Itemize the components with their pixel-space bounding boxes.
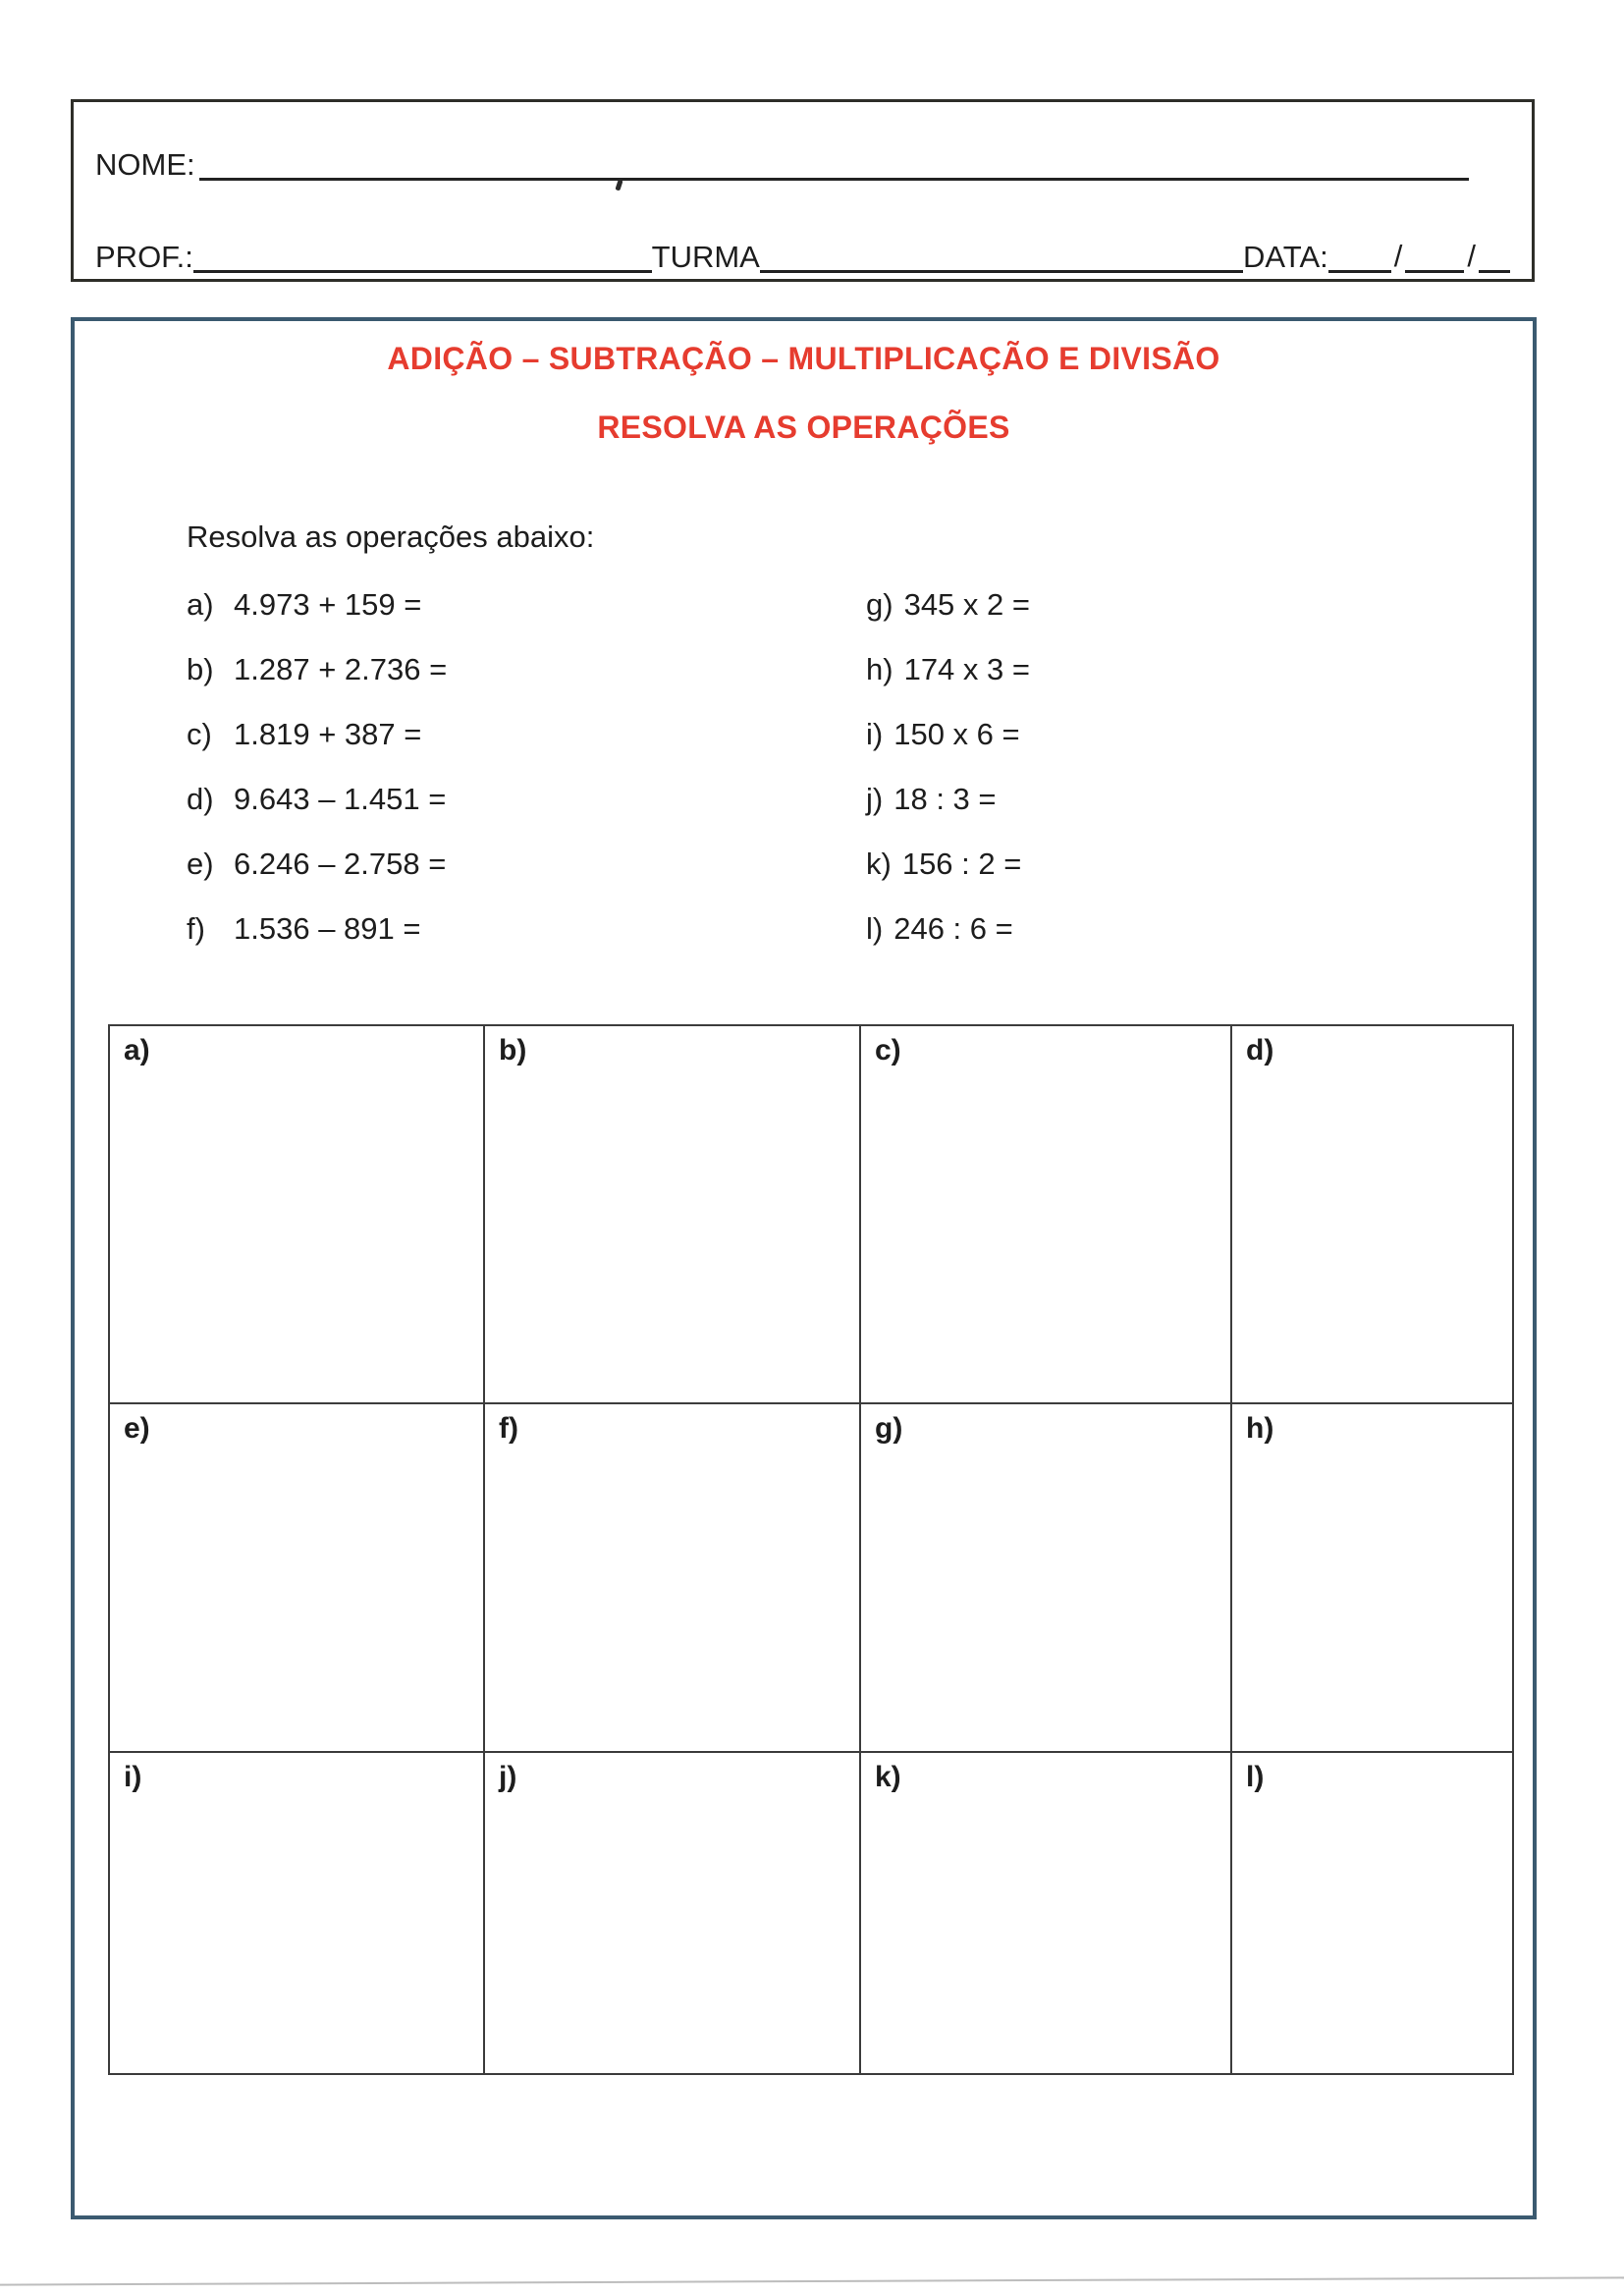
answer-cell-label: d) xyxy=(1246,1034,1274,1066)
answer-cell xyxy=(109,1025,484,1403)
date-month-line xyxy=(1405,270,1464,273)
worksheet-subtitle: RESOLVA AS OPERAÇÕES xyxy=(597,410,1010,445)
operation-expression: 18 : 3 = xyxy=(893,782,997,816)
operation-label: c) xyxy=(187,717,212,751)
operation-expression: 345 x 2 = xyxy=(903,587,1030,622)
answer-cell-label: i) xyxy=(124,1761,142,1793)
answer-cell xyxy=(860,1752,1231,2074)
prof-row xyxy=(95,232,1510,275)
operation-item xyxy=(187,897,447,961)
worksheet-box xyxy=(71,317,1537,2219)
operation-item xyxy=(866,832,1030,897)
answer-cell-label: f) xyxy=(499,1412,518,1445)
operation-label: f) xyxy=(187,911,205,946)
answer-cell-label: j) xyxy=(499,1761,517,1793)
answer-grid xyxy=(108,1024,1514,2075)
answer-cell-label: k) xyxy=(875,1761,901,1793)
answer-cell xyxy=(860,1025,1231,1403)
operation-item xyxy=(187,832,447,897)
operation-item xyxy=(187,637,447,702)
operation-item xyxy=(866,702,1030,767)
date-year-line xyxy=(1479,270,1510,273)
operation-item xyxy=(866,637,1030,702)
data-label: DATA: xyxy=(1243,240,1328,274)
operation-expression: 4.973 + 159 = xyxy=(234,587,422,622)
operation-label: g) xyxy=(866,587,893,622)
worksheet-title: ADIÇÃO – SUBTRAÇÃO – MULTIPLICAÇÃO E DIVISÃO xyxy=(387,341,1220,376)
operation-label: a) xyxy=(187,587,214,622)
operation-label: e) xyxy=(187,847,214,881)
answer-cell-label: g) xyxy=(875,1412,903,1445)
prof-fill-line xyxy=(193,270,652,273)
answer-cell xyxy=(1231,1025,1513,1403)
nome-label: NOME: xyxy=(95,147,195,182)
answer-cell xyxy=(109,1752,484,2074)
operation-expression: 1.287 + 2.736 = xyxy=(234,652,448,686)
operation-item xyxy=(866,897,1030,961)
nome-fill-line xyxy=(199,178,1469,181)
operation-expression: 174 x 3 = xyxy=(903,652,1030,686)
operation-expression: 246 : 6 = xyxy=(893,911,1013,946)
answer-cell-label: c) xyxy=(875,1034,901,1066)
answer-cell xyxy=(860,1403,1231,1752)
operations-list-left xyxy=(187,573,447,961)
answer-cell xyxy=(1231,1752,1513,2074)
answer-cell-label: a) xyxy=(124,1034,150,1066)
operation-expression: 150 x 6 = xyxy=(893,717,1020,751)
answer-cell xyxy=(1231,1403,1513,1752)
prof-label: PROF.: xyxy=(95,240,193,274)
operation-label: d) xyxy=(187,782,214,816)
answer-cell-label: b) xyxy=(499,1034,527,1066)
operation-item xyxy=(187,702,447,767)
operation-item xyxy=(866,767,1030,832)
operation-expression: 9.643 – 1.451 = xyxy=(234,782,447,816)
nome-row xyxy=(95,139,1510,183)
operation-expression: 1.536 – 891 = xyxy=(234,911,421,946)
operation-item xyxy=(187,767,447,832)
operation-expression: 1.819 + 387 = xyxy=(234,717,422,751)
date-slash-1: / xyxy=(1393,239,1403,273)
operation-label: k) xyxy=(866,847,892,881)
answer-cell-label: h) xyxy=(1246,1412,1274,1445)
answer-cell xyxy=(109,1403,484,1752)
answer-cell xyxy=(484,1025,860,1403)
date-slash-2: / xyxy=(1467,239,1476,273)
operations-list-right xyxy=(866,573,1030,961)
operation-label: b) xyxy=(187,652,214,686)
answer-cell xyxy=(484,1403,860,1752)
operation-label: j) xyxy=(866,782,884,816)
student-info-box xyxy=(71,99,1535,282)
instruction-text: Resolva as operações abaixo: xyxy=(187,519,595,554)
operation-item xyxy=(187,573,447,637)
operation-label: i) xyxy=(866,717,884,751)
operation-expression: 156 : 2 = xyxy=(901,847,1022,881)
date-day-line xyxy=(1328,270,1391,273)
answer-cell-label: e) xyxy=(124,1412,150,1445)
operation-label: l) xyxy=(866,911,884,946)
turma-label: TURMA xyxy=(651,240,760,274)
answer-cell-label: l) xyxy=(1246,1761,1265,1793)
operation-expression: 6.246 – 2.758 = xyxy=(234,847,447,881)
turma-fill-line xyxy=(760,270,1243,273)
operation-label: h) xyxy=(866,652,893,686)
operation-item xyxy=(866,573,1030,637)
answer-cell xyxy=(484,1752,860,2074)
scan-artifact-line xyxy=(0,2276,1624,2285)
